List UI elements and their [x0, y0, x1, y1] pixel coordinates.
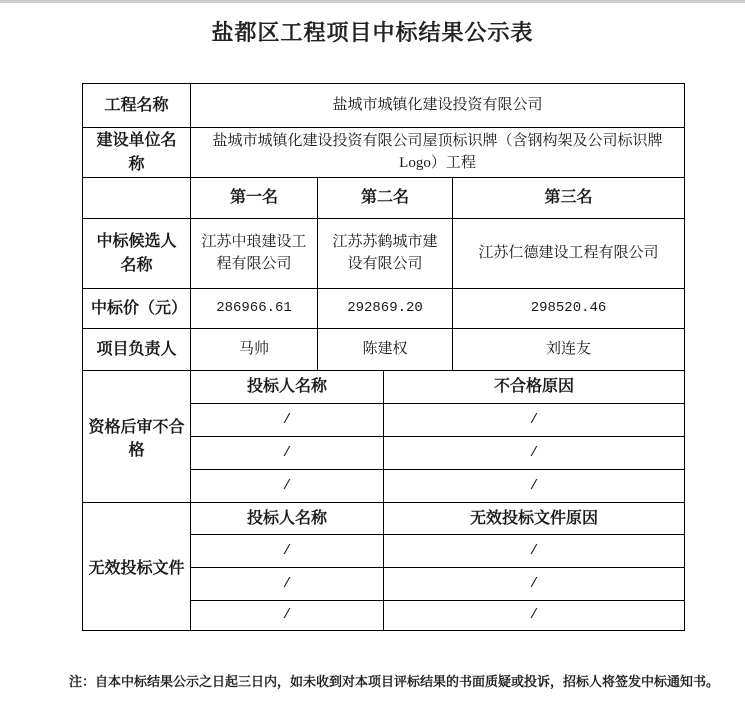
- ib-col-header-bidder: 投标人名称: [191, 503, 384, 535]
- bid-price-2: 292869.20: [318, 289, 453, 329]
- invalid-bids-body: [191, 503, 685, 631]
- page-title: 盐都区工程项目中标结果公示表: [211, 20, 534, 45]
- table-row: [83, 84, 685, 128]
- table-row: [83, 178, 685, 219]
- ib-row1-bidder: /: [191, 535, 384, 568]
- table-row: [83, 329, 685, 371]
- project-manager-3: 刘连友: [453, 329, 685, 371]
- invalid-bids-label: 无效投标文件: [83, 503, 191, 631]
- pq-row3-bidder: /: [191, 470, 384, 503]
- invalid-bids-section: [83, 503, 685, 631]
- table-row: [191, 404, 685, 437]
- pq-row2-reason: /: [384, 437, 685, 470]
- pq-row3-reason: /: [384, 470, 685, 503]
- bid-price-label: 中标价（元）: [83, 289, 191, 329]
- table-row: [191, 568, 685, 601]
- table-row: [191, 470, 685, 503]
- table-row: [191, 437, 685, 470]
- construction-unit-label: 建设单位名称: [83, 128, 191, 178]
- ib-col-header-reason: 无效投标文件原因: [384, 503, 685, 535]
- project-manager-label: 项目负责人: [83, 329, 191, 371]
- post-qualification-body: [191, 371, 685, 503]
- project-manager-2: 陈建权: [318, 329, 453, 371]
- rank-header-spacer: [83, 178, 191, 219]
- rank-header-first: 第一名: [191, 178, 318, 219]
- candidates-label: 中标候选人名称: [83, 219, 191, 289]
- pq-row1-bidder: /: [191, 404, 384, 437]
- table-row: [191, 535, 685, 568]
- post-qualification-section: [83, 371, 685, 503]
- bid-price-3: 298520.46: [453, 289, 685, 329]
- candidate-1: 江苏中琅建设工程有限公司: [191, 219, 318, 289]
- rank-header-second: 第二名: [318, 178, 453, 219]
- table-row: [83, 128, 685, 178]
- table-row: [191, 371, 685, 404]
- ib-row3-reason: /: [384, 601, 685, 631]
- ib-row1-reason: /: [384, 535, 685, 568]
- ib-row3-bidder: /: [191, 601, 384, 631]
- table-row: [83, 219, 685, 289]
- candidate-3: 江苏仁德建设工程有限公司: [453, 219, 685, 289]
- pq-row2-bidder: /: [191, 437, 384, 470]
- footer-note: 注：自本中标结果公示之日起三日内，如未收到对本项目评标结果的书面质疑或投诉，招标人将签发中标通知书。: [69, 674, 720, 689]
- table-row: [191, 601, 685, 631]
- pq-col-header-reason: 不合格原因: [384, 371, 685, 404]
- post-qualification-label: 资格后审不合格: [83, 371, 191, 503]
- project-name-value: 盐城市城镇化建设投资有限公司: [191, 84, 685, 128]
- ib-row2-reason: /: [384, 568, 685, 601]
- construction-unit-value: 盐城市城镇化建设投资有限公司屋顶标识牌（含钢构架及公司标识牌 Logo）工程: [191, 128, 685, 178]
- pq-col-header-bidder: 投标人名称: [191, 371, 384, 404]
- table-row: [191, 503, 685, 535]
- project-manager-1: 马帅: [191, 329, 318, 371]
- rank-header-third: 第三名: [453, 178, 685, 219]
- bid-price-1: 286966.61: [191, 289, 318, 329]
- candidate-2: 江苏苏鹤城市建设有限公司: [318, 219, 453, 289]
- pq-row1-reason: /: [384, 404, 685, 437]
- bid-results-table: [82, 83, 685, 631]
- project-name-label: 工程名称: [83, 84, 191, 128]
- window-top-divider: [0, 0, 745, 3]
- ib-row2-bidder: /: [191, 568, 384, 601]
- table-row: [83, 289, 685, 329]
